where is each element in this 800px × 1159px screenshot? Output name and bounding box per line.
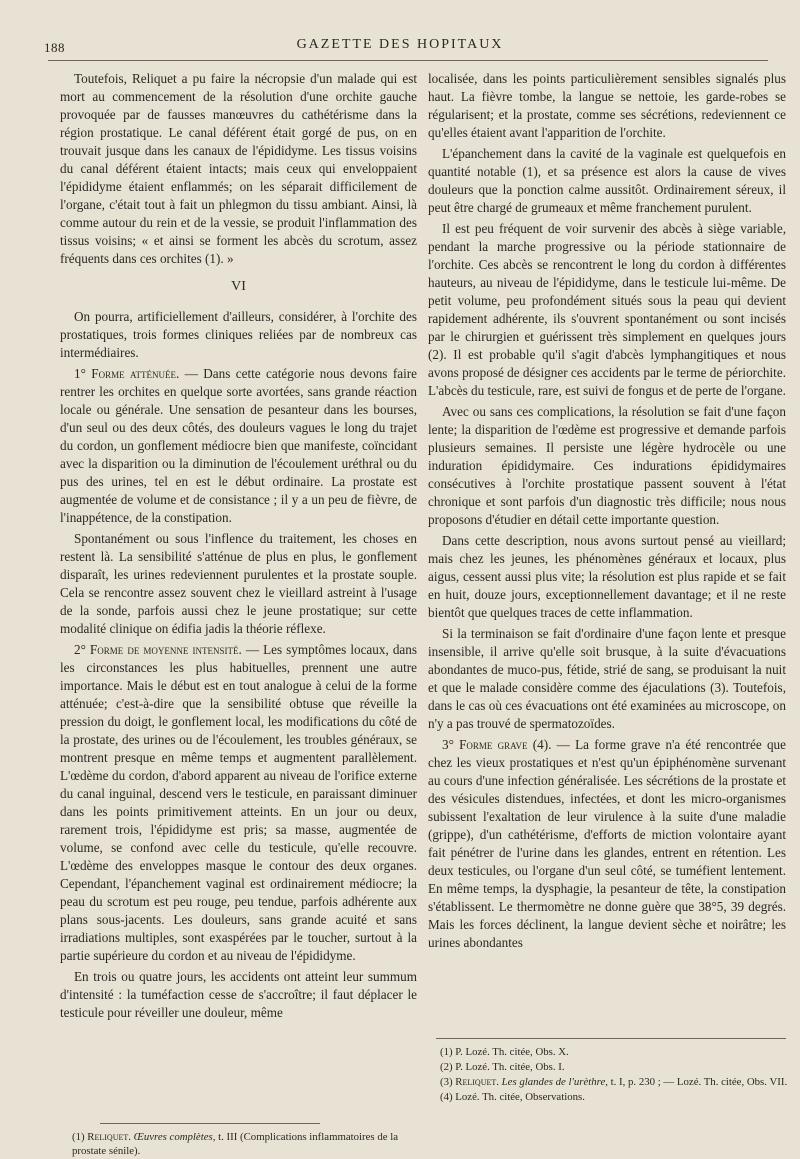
footnote-rule — [100, 1123, 320, 1124]
paragraph: Avec ou sans ces complications, la résolution se fait d'une façon lente; la disparition de l'œdème est progressive et demande parfois plusieurs semaines. Il persiste une légère hydrocèle ou une induration épididymaire. Ces indurations épididymaires consécutives à l'orchite prostatique passent souvent à l'état chronique et sont parfois d'un diagnostic très difficile; nous nous proposons d'étudier en détail cette importante question. — [428, 404, 786, 527]
footnote: (3) Reliquet. Les glandes de l'urèthre, t. I, p. 230 ; — Lozé. Th. citée, Obs. VII. — [440, 1076, 788, 1088]
paragraph: Si la terminaison se fait d'ordinaire d'une façon lente et presque insensible, il arrive qu'elle soit brusque, à la suite d'évacuations abondantes de muco-pus, fétide, strié de sang, se produisant la nuit et que le malade considère comme des éjaculations (3). Toutefois, dans le cas où ces évacuations ont été examinées au microscope, on n'y a pas trouvé de spermatozoïdes. — [428, 626, 786, 731]
footnote-author: Reliquet. — [455, 1076, 499, 1088]
section-number: VI — [231, 279, 246, 294]
footnote: (1) Reliquet. Œuvres complètes, t. III (Complications inflammatoires de la prostate sénile). — [72, 1131, 399, 1157]
left-column — [60, 70, 417, 1025]
footnote-rule — [436, 1038, 786, 1039]
paragraph: Il est peu fréquent de voir survenir des abcès à siège variable, pendant la marche progressive ou la période stationnaire de l'orchite. Ces abcès se rencontrent le long du cordon à différentes hauteurs, au niveau de l'épididyme, dans le testicule lui-même. De petit volume, peu profondément situés sous la peau qui devient rapidement adhérente, ils s'ouvrent spontanément ou sont incisés par le chirurgien et guérissent très simplement en quelques jours (2). Il est probable qu'il s'agit d'abcès lymphangitiques et nous avons proposé de désigner ces accidents par le terme de périorchite. L'abcès du testicule, rare, est suivi de fongus et de perte de l'organe. — [428, 221, 786, 398]
paragraph: localisée, dans les points particulièrement sensibles signalés plus haut. La fièvre tombe, la langue se nettoie, les garde-robes se régularisent; et la prostate, comme ses sécrétions, redeviennent ce qu'elles étaient avant l'apparition de l'orchite. — [428, 71, 786, 140]
paragraph-body: — Les symptômes locaux, dans les circonstances les plus habituelles, prennent une autre importance. Mais le début est en tout analogue à celui de la forme atténuée; c'est-à-dire que la sensibilité obtuse que réveille la pression du doigt, le gonflement local, les modifications du côté de la prostate, des urines ou de l'écoulement, les troubles généraux, se montrent presque en même temps et augmentent parallèlement. L'œdème du cordon, d'abord apparent au niveau de l'orifice externe du canal inguinal, descend vers le testicule, en paraissant diminuer dans les points primitivement atteints. En un jour ou deux, rarement trois, l'épididyme est pris; sa masse, augmentée de volume, se confond avec celle du testicule, qu'elle recouvre. L'œdème des enveloppes masque le contour des deux organes. Cependant, l'épanchement vaginal est ordinairement médiocre; la peau du scrotum est peu rouge, peu tendue, parfois adhérente aux plans sous-jacents. Les douleurs, sans grande acuité et sans irradiations multiples, sont exaspérées par le toucher, surtout à la partie supérieure du cordon et au niveau de l'épididyme. — [60, 642, 417, 963]
running-head: GAZETTE DES HOPITAUX — [296, 37, 504, 52]
footnote-title: Œuvres complètes, — [130, 1131, 216, 1143]
footnotes-left — [72, 1130, 417, 1158]
form-heading: 1° Forme atténuée. — [74, 366, 180, 381]
paragraph: On pourra, artificiellement d'ailleurs, considérer, à l'orchite des prostatiques, trois formes cliniques reliées par de nombreux cas intermédiaires. — [60, 309, 417, 360]
header-rule — [48, 60, 768, 61]
paragraph: L'épanchement dans la cavité de la vaginale est quelquefois en quantité notable (1), et sa présence est alors la cause de vives douleurs que la ponction calme aussitôt. Ordinairement séreux, il peut être chargé de grumeaux et même franchement purulent. — [428, 146, 786, 215]
paragraph-body: — Dans cette catégorie nous devons faire rentrer les orchites en quelque sorte avortées, sans grande réaction locale ou générale. Une sensation de pesanteur dans les bourses, d'un seul ou des deux côtés, des douleurs vagues le long du trajet du cordon, un gonflement médiocre bien que manifeste, coïncidant avec la disparition ou la diminution de l'écoulement uréthral ou du pus des urines, tel en est le début ordinaire. La prostate est augmentée de volume et de consistance ; il y a un peu de fièvre, de l'inappétence, de la constipation. — [60, 366, 417, 525]
page-number: 188 — [44, 40, 65, 55]
form-heading: 2° Forme de moyenne intensité. — [74, 642, 242, 657]
paragraph: Toutefois, Reliquet a pu faire la nécropsie d'un malade qui est mort au commencement de la résolution d'une orchite gauche provoquée par de fausses manœuvres du cathétérisme dans la région prostatique. Le canal déférent était gorgé de pus, on en trouvait jusque dans les canaux de l'épididyme. Les tissus voisins du canal déférent étaient intacts; mais ceux qui enveloppaient l'épididyme étaient enflammés; on les séparait difficilement de l'organe, c'était tout à fait un phlegmon du tissu ambiant. Ainsi, là comme autour du rein et de la vessie, se produit l'inflammation des tissus voisins; « et ainsi se forment les abcès du scrotum, assez fréquents dans ces orchites (1). » — [60, 71, 417, 266]
footnotes-right — [440, 1045, 790, 1105]
form-heading: 3° Forme grave — [442, 737, 528, 752]
right-column — [428, 70, 786, 955]
paragraph: Spontanément ou sous l'inflence du traitement, les choses en restent là. La sensibilité s'atténue de plus en plus, le gonflement disparaît, les urines redeviennent purulentes et la prostate souple. Cela se rencontre assez souvent chez le vieillard astreint à l'usage de la sonde, parfois aussi chez le jeune prostatique; sur cette modalité clinique on édifia jadis la théorie réflexe. — [60, 531, 417, 636]
paragraph: En trois ou quatre jours, les accidents ont atteint leur summum d'intensité : la tuméfaction cesse de s'accroître; il faut déplacer le testicule pour réveiller une douleur, même — [60, 969, 417, 1020]
footnote: (4) Lozé. Th. citée, Observations. — [440, 1091, 585, 1103]
footnote-author: Reliquet. — [87, 1131, 131, 1143]
footnote: (2) P. Lozé. Th. citée, Obs. I. — [440, 1061, 565, 1073]
paragraph — [60, 641, 417, 965]
footnote-title: Les glandes de l'urèthre, — [498, 1076, 608, 1088]
paragraph: Dans cette description, nous avons surtout pensé au vieillard; mais chez les jeunes, les phénomènes généraux et locaux, plus aigus, cessent aussi plus vite; la résolution est plus rapide et se fait en huit, douze jours, exceptionnellement davantage; et il ne reste bientôt que quelques traces de cette inflammation. — [428, 533, 786, 620]
paragraph-body: (4). — La forme grave n'a été rencontrée que chez les vieux prostatiques et n'est qu'un épiphénomène survenant au cours d'une infection généralisée. Les sécrétions de la prostate et des vésicules distendues, infectées, et dont les micro-organismes subissent l'exaltation de leur virulence à la suite d'une maladie (grippe), d'un cathétérisme, d'efforts de miction volontaire ayant fait pénétrer de l'urine dans les glandes, entrent en rétention. Les deux testicules, ou l'organe d'un seul côté, se tuméfient lentement. En même temps, la dysphagie, la pesanteur de tête, la constipation s'établissent. Le thermomètre ne donne guère que 38°5, 39 degrés. Mais les forces déclinent, la langue devient sèche et noirâtre; les urines abondantes — [428, 737, 787, 950]
paragraph — [60, 365, 417, 527]
footnote: (1) P. Lozé. Th. citée, Obs. X. — [440, 1046, 569, 1058]
paragraph — [428, 736, 786, 952]
